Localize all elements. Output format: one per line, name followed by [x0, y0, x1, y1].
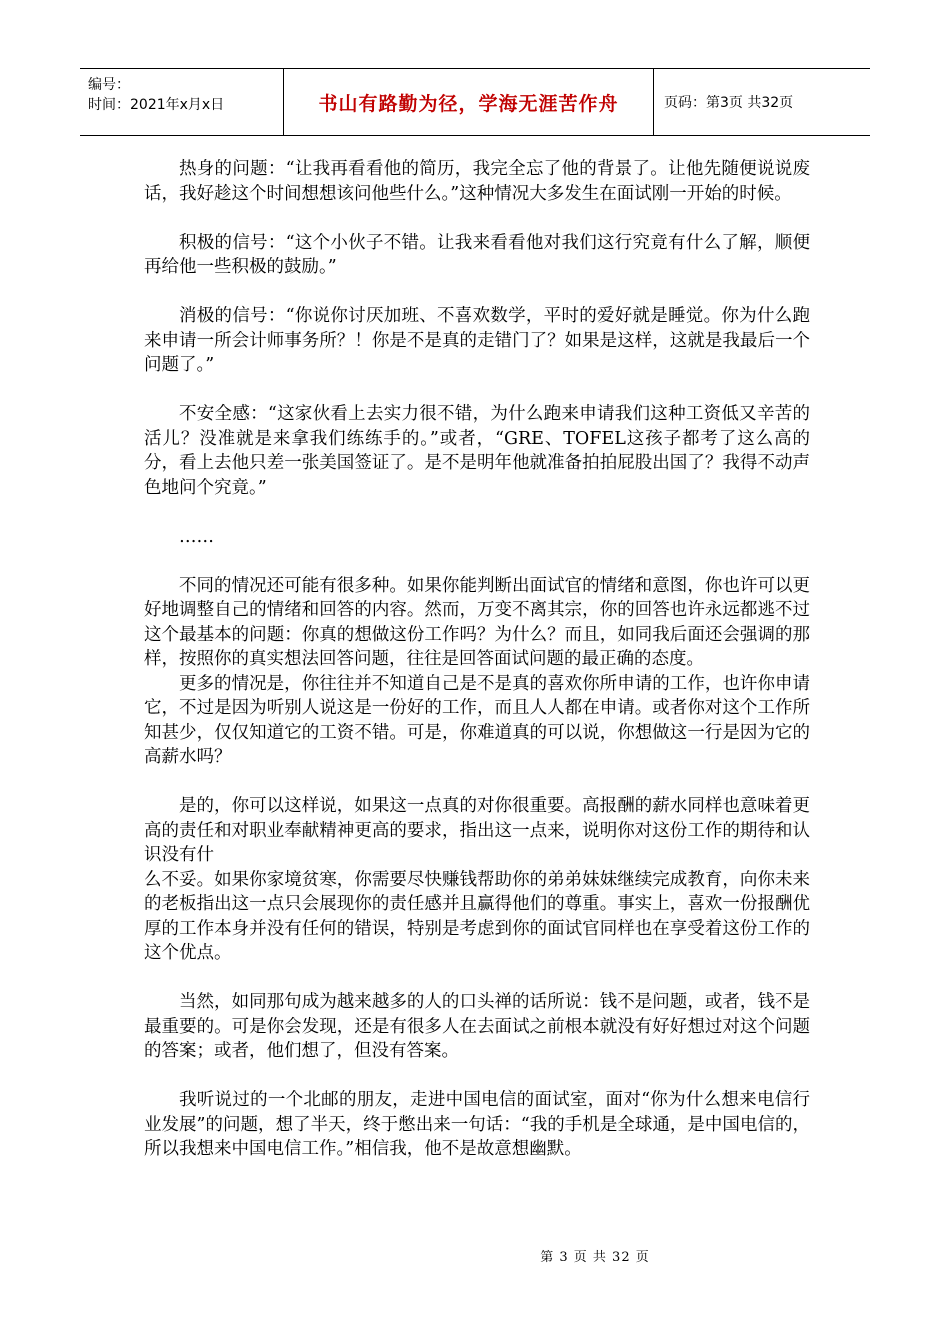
ellipsis-paragraph: ……: [179, 526, 214, 547]
page-number-label: 页码：第3页 共32页: [664, 95, 794, 111]
motto-text: 书山有路勤为径，学海无涯苦作舟: [318, 92, 619, 115]
paragraph: 热身的问题：“让我再看看他的简历，我完全忘了他的背景了。让他先随便说说废话，我好趁这个时间想想该问他些什么。”这种情况大多发生在面试刚一开始的时候。: [144, 159, 810, 204]
paragraph: 消极的信号：“你说你讨厌加班、不喜欢数学，平时的爱好就是睡觉。你为什么跑来申请一所会计师事务所？！你是不是真的走错门了？如果是这样，这就是我最后一个问题了。”: [144, 306, 810, 375]
paragraph: 不安全感：“这家伙看上去实力很不错，为什么跑来申请我们这种工资低又辛苦的活儿？没准就是来拿我们练练手的。”或者，“GRE、TOFEL这孩子都考了这么高的分，看上去他只差一张美国签证了。是不是明年他就准备拍拍屁股出国了？我得不动声色地问个究竟。”: [144, 404, 810, 498]
page-footer: 第 3 页 共 32 页: [540, 1250, 650, 1265]
paragraph-continuation: 么不妥。如果你家境贫寒，你需要尽快赚钱帮助你的弟弟妹妹继续完成教育，向你未来的老板指出这一点只会展现你的责任感并且赢得他们的尊重。事实上，喜欢一份报酬优厚的工作本身并没有任何的错误，特别是考虑到你的面试官同样也在享受着这份工作的这个优点。: [144, 869, 810, 963]
time-label: 时间：2021年x月x日: [88, 97, 225, 113]
header-page-cell: [654, 69, 870, 135]
header-meta: [80, 69, 284, 135]
number-label: 编号：: [88, 77, 130, 93]
paragraph: 积极的信号：“这个小伙子不错。让我来看看他对我们这行究竟有什么了解，顺便再给他一些积极的鼓励。”: [144, 232, 810, 277]
paragraph: 是的，你可以这样说，如果这一点真的对你很重要。高报酬的薪水同样也意味着更高的责任和对职业奉献精神更高的要求，指出这一点来，说明你对这份工作的期待和认识没有什: [144, 796, 810, 865]
paragraph: 更多的情况是，你往往并不知道自己是不是真的喜欢你所申请的工作，也许你申请它，不过是因为听别人说这是一份好的工作，而且人人都在申请。或者你对这个工作所知甚少，仅仅知道它的工资不错。可是，你难道真的可以说，你想做这一行是因为它的高薪水吗？: [144, 673, 810, 767]
paragraph: 不同的情况还可能有很多种。如果你能判断出面试官的情绪和意图，你也许可以更好地调整自己的情绪和回答的内容。然而，万变不离其宗，你的回答也许永远都逃不过这个最基本的问题：你真的想做这份工作吗？为什么？而且，如同我后面还会强调的那样，按照你的真实想法回答问题，往往是回答面试问题的最正确的态度。: [144, 575, 810, 669]
paragraph: 当然，如同那句成为越来越多的人的口头禅的话所说：钱不是问题，或者，钱不是最重要的。可是你会发现，还是有很多人在去面试之前根本就没有好好想过对这个问题的答案；或者，他们想了，但没有答案。: [144, 992, 810, 1061]
document-body: [144, 157, 810, 1162]
header-motto-cell: [284, 69, 654, 135]
document-header: [80, 68, 870, 136]
paragraph: 我听说过的一个北邮的朋友，走进中国电信的面试室，面对“你为什么想来电信行业发展”的问题，想了半天，终于憋出来一句话：“我的手机是全球通，是中国电信的，所以我想来中国电信工作。”相信我，他不是故意想幽默。: [144, 1090, 810, 1159]
